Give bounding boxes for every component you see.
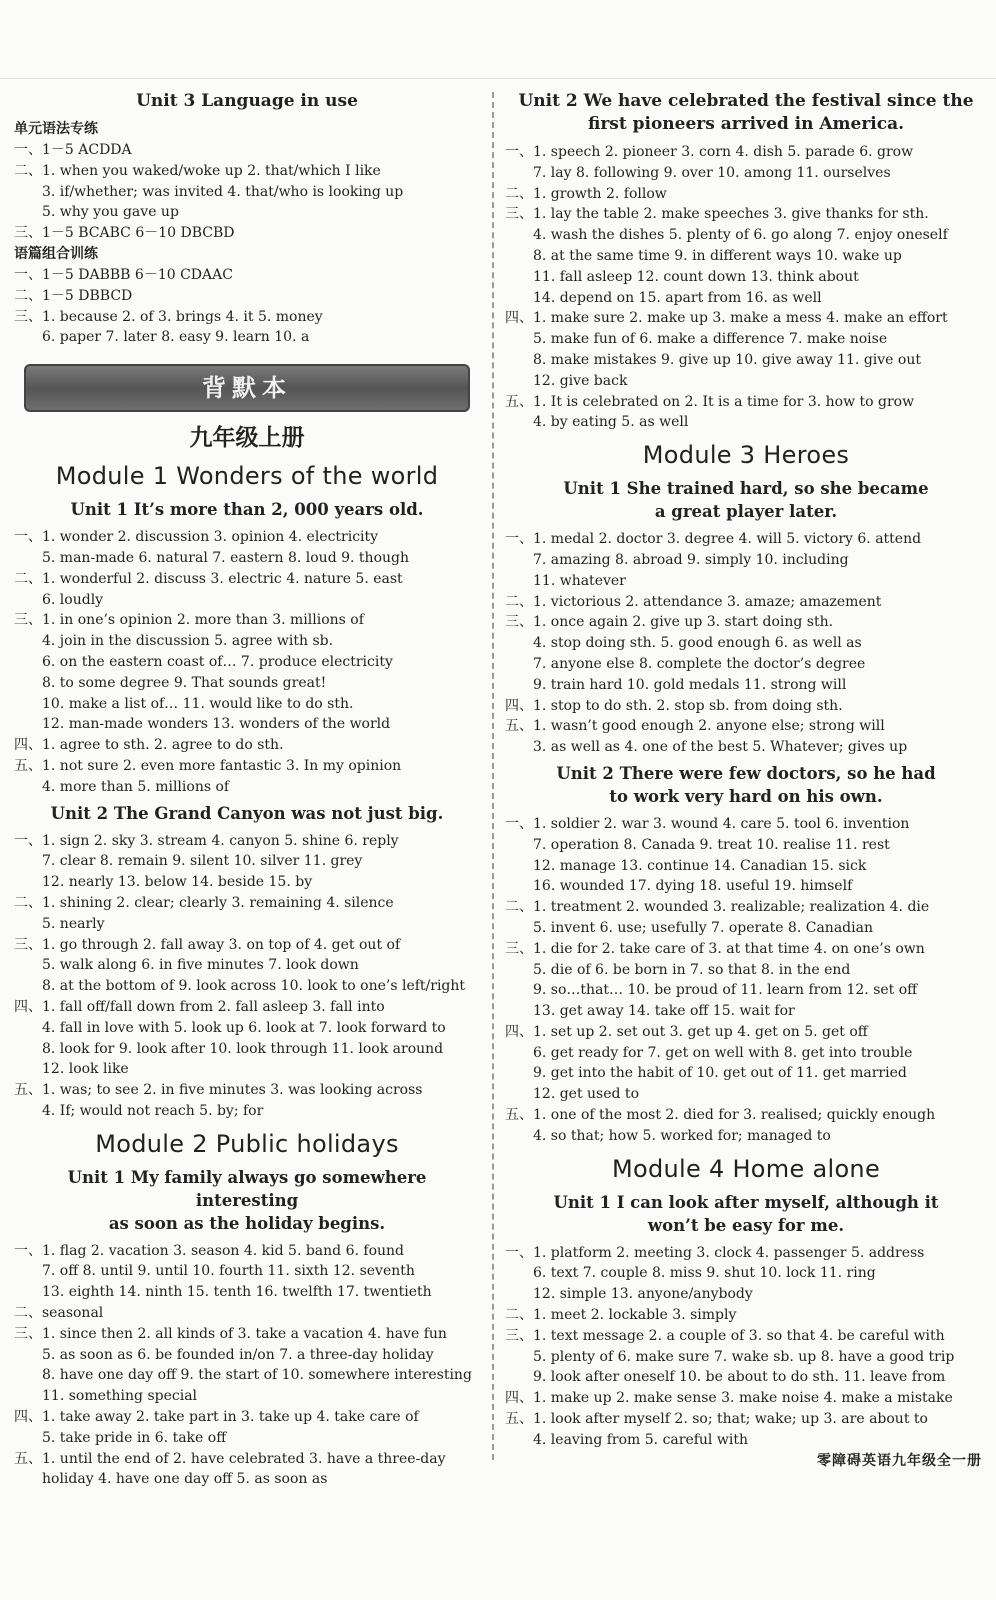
unit3-title: Unit 3 Language in use xyxy=(136,91,358,111)
answer-line: 14. depend on 15. apart from 16. as well xyxy=(533,289,822,306)
answer-line: 8. to some degree 9. That sounds great! xyxy=(42,674,327,691)
answer-line: 四、1. set up 2. set out 3. get up 4. get on 5. get off xyxy=(505,1023,868,1040)
answer-line: 一、1. soldier 2. war 3. wound 4. care 5. tool 6. invention xyxy=(505,815,910,832)
answer-line: 11. fall asleep 12. count down 13. think about xyxy=(533,268,859,285)
answer-line: 4. by eating 5. as well xyxy=(533,414,689,431)
m3-unit2-answers xyxy=(505,814,987,1147)
answer-line: 4. more than 5. millions of xyxy=(42,778,230,795)
answer-line: 四、1. fall off/fall down from 2. fall asleep 3. fall into xyxy=(14,998,385,1015)
answer-line: 16. wounded 17. dying 18. useful 19. himself xyxy=(533,878,853,895)
answer-line: 二、1. shining 2. clear; clearly 3. remaining 4. silence xyxy=(14,894,394,911)
left-column xyxy=(14,88,480,1490)
answer-line: 二、1. treatment 2. wounded 3. realizable; realization 4. die xyxy=(505,899,930,916)
m2-unit1-answers xyxy=(14,1241,480,1491)
answer-line: 5. nearly xyxy=(42,915,105,932)
answer-line: 5. die of 6. be born in 7. so that 8. in the end xyxy=(533,961,851,978)
answer-line: 6. text 7. couple 8. miss 9. shut 10. lock 11. ring xyxy=(533,1265,876,1282)
answer-line: 12. look like xyxy=(42,1061,129,1078)
answer-line: 五、1. until the end of 2. have celebrated 3. have a three-day xyxy=(14,1450,446,1467)
answer-line: 4. fall in love with 5. look up 6. look at 7. look forward to xyxy=(42,1019,446,1036)
answer-line: 9. get into the habit of 10. get out of 11. get married xyxy=(533,1065,907,1082)
right-column xyxy=(505,88,987,1451)
answer-line: 10. make a list of… 11. would like to do sth. xyxy=(42,695,354,712)
m2-unit1-title: Unit 1 My family always go somewhere interesting as soon as the holiday begins. xyxy=(67,1167,427,1233)
answer-line: 3. if/whether; was invited 4. that/who is looking up xyxy=(42,183,404,200)
answer-line: 一、1. wonder 2. discussion 3. opinion 4. electricity xyxy=(14,529,379,546)
answer-line: 三、1－5 BCABC 6－10 DBCBD xyxy=(14,225,235,242)
module3-title: Module 3 Heroes xyxy=(642,441,850,470)
answer-line: 一、1. medal 2. doctor 3. degree 4. will 5. victory 6. attend xyxy=(505,531,922,548)
answer-line: 4. If; would not reach 5. by; for xyxy=(42,1102,264,1119)
answer-line: 12. nearly 13. below 14. beside 15. by xyxy=(42,874,313,891)
answer-line: 11. something special xyxy=(42,1388,198,1405)
column-divider xyxy=(492,92,494,1460)
module4-title: Module 4 Home alone xyxy=(611,1154,881,1183)
answer-line: 5. take pride in 6. take off xyxy=(42,1429,227,1446)
answer-line: 五、1. not sure 2. even more fantastic 3. In my opinion xyxy=(14,757,402,774)
answer-line: 三、1. text message 2. a couple of 3. so that 4. be careful with xyxy=(505,1327,945,1344)
discourse-training-label: 语篇组合训练 xyxy=(14,245,98,262)
answer-line: 一、1. flag 2. vacation 3. season 4. kid 5. band 6. found xyxy=(14,1242,404,1259)
answer-line: 8. look for 9. look after 10. look through 11. look around xyxy=(42,1040,444,1057)
answer-line: 8. have one day off 9. the start of 10. somewhere interesting xyxy=(42,1367,472,1384)
answer-line: 7. operation 8. Canada 9. treat 10. realise 11. rest xyxy=(533,836,890,853)
answer-line: 7. clear 8. remain 9. silent 10. silver 11. grey xyxy=(42,853,363,870)
answer-line: 4. join in the discussion 5. agree with sb. xyxy=(42,633,334,650)
answer-line: 8. make mistakes 9. give up 10. give away 11. give out xyxy=(533,351,921,368)
answer-line: 一、1. sign 2. sky 3. stream 4. canyon 5. shine 6. reply xyxy=(14,832,399,849)
answer-line: 四、1. make sure 2. make up 3. make a mess 4. make an effort xyxy=(505,310,948,327)
answer-line: 13. eighth 14. ninth 15. tenth 16. twelfth 17. twentieth xyxy=(42,1284,432,1301)
answer-line: 11. whatever xyxy=(533,572,626,589)
answer-line: 9. so…that… 10. be proud of 11. learn from 12. set off xyxy=(533,982,918,999)
answer-line: 四、1. take away 2. take part in 3. take up 4. take care of xyxy=(14,1409,419,1426)
m1-unit1-title: Unit 1 It’s more than 2, 000 years old. xyxy=(70,500,424,520)
m3-unit2-title: Unit 2 There were few doctors, so he had to work very hard on his own. xyxy=(556,763,936,806)
answer-line: 12. man-made wonders 13. wonders of the world xyxy=(42,716,391,733)
answer-line: holiday 4. have one day off 5. as soon as xyxy=(42,1471,328,1488)
answer-line: 一、1. speech 2. pioneer 3. corn 4. dish 5. parade 6. grow xyxy=(505,144,914,160)
answer-line: 三、1. die for 2. take care of 3. at that time 4. on one’s own xyxy=(505,940,925,957)
answer-line: 6. get ready for 7. get on well with 8. get into trouble xyxy=(533,1044,913,1061)
answer-line: 9. train hard 10. gold medals 11. strong will xyxy=(533,676,847,693)
answer-line: 二、seasonal xyxy=(14,1305,104,1322)
answer-line: 8. at the bottom of 9. look across 10. look to one’s left/right xyxy=(42,978,466,995)
answer-line: 二、1. wonderful 2. discuss 3. electric 4. nature 5. east xyxy=(14,570,403,587)
answer-line: 四、1. make up 2. make sense 3. make noise 4. make a mistake xyxy=(505,1390,953,1407)
answer-line: 12. simple 13. anyone/anybody xyxy=(533,1286,753,1303)
answer-line: 五、1. was; to see 2. in five minutes 3. was looking across xyxy=(14,1082,423,1099)
answer-line: 4. leaving from 5. careful with xyxy=(533,1431,748,1448)
answer-line: 6. on the eastern coast of… 7. produce electricity xyxy=(42,653,393,670)
m4-unit1-answers xyxy=(505,1243,987,1451)
grade-heading: 九年级上册 xyxy=(189,424,305,452)
answer-line: 6. loudly xyxy=(42,591,104,608)
answer-line: 四、1. agree to sth. 2. agree to do sth. xyxy=(14,737,284,754)
answer-line: 一、1. platform 2. meeting 3. clock 4. passenger 5. address xyxy=(505,1244,925,1261)
answer-line: 二、1. when you waked/woke up 2. that/which I like xyxy=(14,162,381,179)
answer-line: 4. so that; how 5. worked for; managed to xyxy=(533,1127,831,1144)
answer-line: 三、1. lay the table 2. make speeches 3. give thanks for sth. xyxy=(505,206,929,223)
unit3-answers-1 xyxy=(14,140,480,244)
recitation-banner: 背默本 xyxy=(24,364,470,412)
module2-title: Module 2 Public holidays xyxy=(95,1129,399,1158)
m3-unit1-answers xyxy=(505,529,987,758)
answer-line: 五、1. one of the most 2. died for 3. realised; quickly enough xyxy=(505,1107,936,1124)
answer-line: 三、1. since then 2. all kinds of 3. take a vacation 4. have fun xyxy=(14,1325,447,1342)
answer-line: 一、1－5 ACDDA xyxy=(14,142,132,158)
answer-line: 五、1. look after myself 2. so; that; wake; up 3. are about to xyxy=(505,1411,928,1428)
module1-title: Module 1 Wonders of the world xyxy=(55,462,439,491)
top-rule xyxy=(0,78,996,79)
answer-line: 五、1. It is celebrated on 2. It is a time for 3. how to grow xyxy=(505,393,915,410)
answer-line: 三、1. because 2. of 3. brings 4. it 5. money xyxy=(14,308,323,325)
answer-line: 二、1. growth 2. follow xyxy=(505,185,667,202)
answer-line: 五、1. wasn’t good enough 2. anyone else; strong will xyxy=(505,718,885,735)
answer-line: 三、1. go through 2. fall away 3. on top of 4. get out of xyxy=(14,936,401,953)
unit3-answers-2 xyxy=(14,265,480,348)
answer-line: 二、1. victorious 2. attendance 3. amaze; amazement xyxy=(505,593,882,610)
book-footer: 零障碍英语九年级全一册 xyxy=(817,1453,982,1469)
answer-line: 4. stop doing sth. 5. good enough 6. as well as xyxy=(533,635,862,652)
answer-line: 5. walk along 6. in five minutes 7. look down xyxy=(42,957,359,974)
answer-line: 5. make fun of 6. make a difference 7. make noise xyxy=(533,331,888,348)
answer-line: 4. wash the dishes 5. plenty of 6. go along 7. enjoy oneself xyxy=(533,227,948,244)
answer-line: 7. lay 8. following 9. over 10. among 11. ourselves xyxy=(533,164,891,181)
answer-line: 5. why you gave up xyxy=(42,204,179,221)
answer-line: 12. give back xyxy=(533,372,628,389)
answer-line: 12. get used to xyxy=(533,1086,639,1103)
answer-line: 5. as soon as 6. be founded in/on 7. a three-day holiday xyxy=(42,1346,434,1363)
answer-line: 13. get away 14. take off 15. wait for xyxy=(533,1003,795,1020)
answer-line: 二、1－5 DBBCD xyxy=(14,287,133,304)
m2-unit2-title: Unit 2 We have celebrated the festival since the first pioneers arrived in America. xyxy=(518,91,974,134)
answer-line: 一、1－5 DABBB 6－10 CDAAC xyxy=(14,266,233,283)
m1-unit2-answers xyxy=(14,831,480,1122)
answer-line: 5. invent 6. use; usefully 7. operate 8. Canadian xyxy=(533,919,873,936)
answer-line: 三、1. once again 2. give up 3. start doing sth. xyxy=(505,614,834,631)
m4-unit1-title: Unit 1 I can look after myself, although it won’t be easy for me. xyxy=(553,1192,939,1235)
grammar-practice-label: 单元语法专练 xyxy=(14,121,98,137)
answer-line: 8. at the same time 9. in different ways 10. wake up xyxy=(533,247,902,264)
answer-line: 7. amazing 8. abroad 9. simply 10. including xyxy=(533,551,849,568)
answer-line: 5. plenty of 6. make sure 7. wake sb. up 8. have a good trip xyxy=(533,1348,955,1365)
answer-line: 12. manage 13. continue 14. Canadian 15. sick xyxy=(533,857,867,874)
answer-line: 6. paper 7. later 8. easy 9. learn 10. a xyxy=(42,329,310,346)
m2-unit2-answers xyxy=(505,142,987,433)
answer-line: 7. off 8. until 9. until 10. fourth 11. sixth 12. seventh xyxy=(42,1263,415,1280)
answer-line: 二、1. meet 2. lockable 3. simply xyxy=(505,1307,737,1324)
answer-line: 9. look after oneself 10. be about to do sth. 11. leave from xyxy=(533,1369,946,1386)
m3-unit1-title: Unit 1 She trained hard, so she became a great player later. xyxy=(563,479,929,522)
m1-unit1-answers xyxy=(14,527,480,797)
answer-line: 四、1. stop to do sth. 2. stop sb. from doing sth. xyxy=(505,697,843,714)
answer-line: 7. anyone else 8. complete the doctor’s degree xyxy=(533,655,866,672)
answer-line: 5. man-made 6. natural 7. eastern 8. loud 9. though xyxy=(42,549,409,566)
answer-line: 三、1. in one’s opinion 2. more than 3. millions of xyxy=(14,612,364,629)
m1-unit2-title: Unit 2 The Grand Canyon was not just big. xyxy=(50,803,444,823)
answer-line: 3. as well as 4. one of the best 5. Whatever; gives up xyxy=(533,739,908,756)
